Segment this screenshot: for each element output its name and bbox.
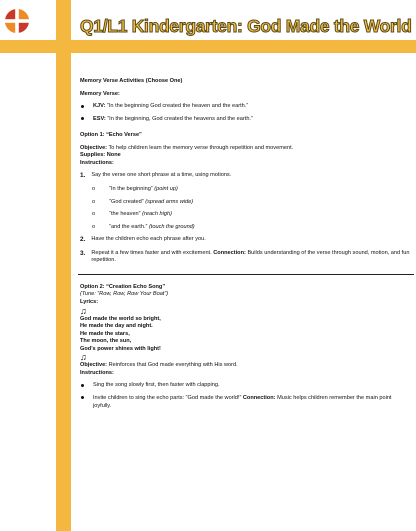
esv-verse	[80, 116, 410, 124]
option1-objective	[80, 145, 410, 153]
option1-supplies	[80, 152, 410, 160]
objective-text: Reinforces that God made everything with His word.	[108, 362, 238, 369]
horizontal-accent-bar	[0, 40, 416, 53]
step-text: Have the children echo each phrase after you.	[91, 236, 206, 243]
step-number: 2.	[80, 236, 86, 244]
memory-heading: Memory Verse Activities (Choose One)	[80, 78, 183, 84]
objective-label: Objective:	[80, 144, 108, 151]
step-number: 1.	[80, 172, 86, 180]
phrase-action: (spread arms wide)	[145, 198, 194, 205]
lyric-line: God made the world so bright,	[80, 315, 161, 322]
lesson-content	[80, 78, 410, 410]
option1-instructions-label: Instructions:	[80, 159, 114, 166]
phrase-action: (reach high)	[142, 211, 172, 218]
phrase-text: “God created”	[109, 198, 144, 205]
circle-bullet-icon: o	[92, 211, 96, 218]
kjv-text: “In the beginning God created the heaven and the earth.”	[107, 103, 249, 110]
lyric-line: He made the day and night.	[80, 323, 153, 330]
instruction-bullet	[80, 382, 410, 390]
option2-heading: Option 2: “Creation Echo Song”	[80, 283, 166, 290]
bullet-icon	[81, 105, 84, 108]
circle-bullet-icon: o	[92, 223, 96, 230]
bullet-icon	[81, 384, 84, 387]
step-text: Say the verse one short phrase at a time, using motions.	[91, 172, 232, 179]
kjv-label: KJV:	[93, 103, 106, 110]
step-1	[80, 172, 410, 181]
instruction-text: Invite children to sing the echo parts: “God made the world!”	[93, 394, 242, 401]
bullet-icon	[81, 117, 84, 120]
supplies-label: Supplies:	[80, 152, 106, 159]
connection-text: Builds understanding of the verse through sound, motion, and fun repetition.	[91, 249, 410, 264]
esv-text: “In the beginning, God created the heavens and the earth.”	[107, 115, 253, 122]
page-title: Q1/L1 Kindergarten: God Made the World	[80, 16, 412, 36]
objective-text: To help children learn the memory verse through repetition and movement.	[108, 144, 294, 151]
esv-label: ESV:	[93, 115, 106, 122]
phrase-item	[80, 211, 410, 219]
step-text: Repeat it a few times faster and with excitement.	[91, 249, 212, 256]
instruction-bullet	[80, 395, 410, 410]
step-number: 3.	[80, 249, 86, 257]
step-3	[80, 250, 410, 265]
music-note-icon: ♫	[80, 305, 87, 316]
lyrics-label: Lyrics:	[80, 299, 99, 306]
lyric-line: The moon, the sun,	[80, 338, 132, 345]
phrase-text: “In the beginning”	[109, 186, 153, 193]
circle-bullet-icon: o	[92, 186, 96, 193]
lyric-line: God’s power shines with light!	[80, 345, 161, 352]
music-note-icon: ♫	[80, 352, 87, 363]
phrase-item	[80, 199, 410, 207]
connection-label: Connection:	[213, 249, 246, 256]
phrase-item	[80, 224, 410, 232]
kjv-verse	[80, 103, 410, 111]
phrase-action: (touch the ground)	[148, 223, 195, 230]
objective-label: Objective:	[80, 362, 108, 369]
vertical-accent-bar	[56, 0, 71, 531]
option2-instructions-label: Instructions:	[80, 369, 114, 376]
phrase-item	[80, 186, 410, 194]
option1-heading: Option 1: “Echo Verse”	[80, 132, 142, 139]
phrase-action: (point up)	[154, 186, 178, 193]
connection-label: Connection:	[242, 394, 276, 401]
phrase-text: “and the earth.”	[109, 223, 148, 230]
memory-verse-label: Memory Verse:	[80, 90, 120, 97]
cross-logo-icon	[4, 8, 30, 34]
instruction-text: Sing the song slowly first, then faster with clapping.	[93, 382, 220, 389]
option2-objective	[80, 362, 410, 370]
phrase-text: “the heaven”	[109, 211, 141, 218]
song-tune: (Tune: “Row, Row, Row Your Boat”)	[80, 291, 169, 298]
step-2	[80, 236, 410, 245]
connection-text: Music helps children remember the main point joyfully.	[93, 394, 392, 409]
circle-bullet-icon: o	[92, 198, 96, 205]
supplies-text: None	[106, 152, 121, 159]
bullet-icon	[81, 396, 84, 399]
lyric-line: He made the stars,	[80, 330, 130, 337]
